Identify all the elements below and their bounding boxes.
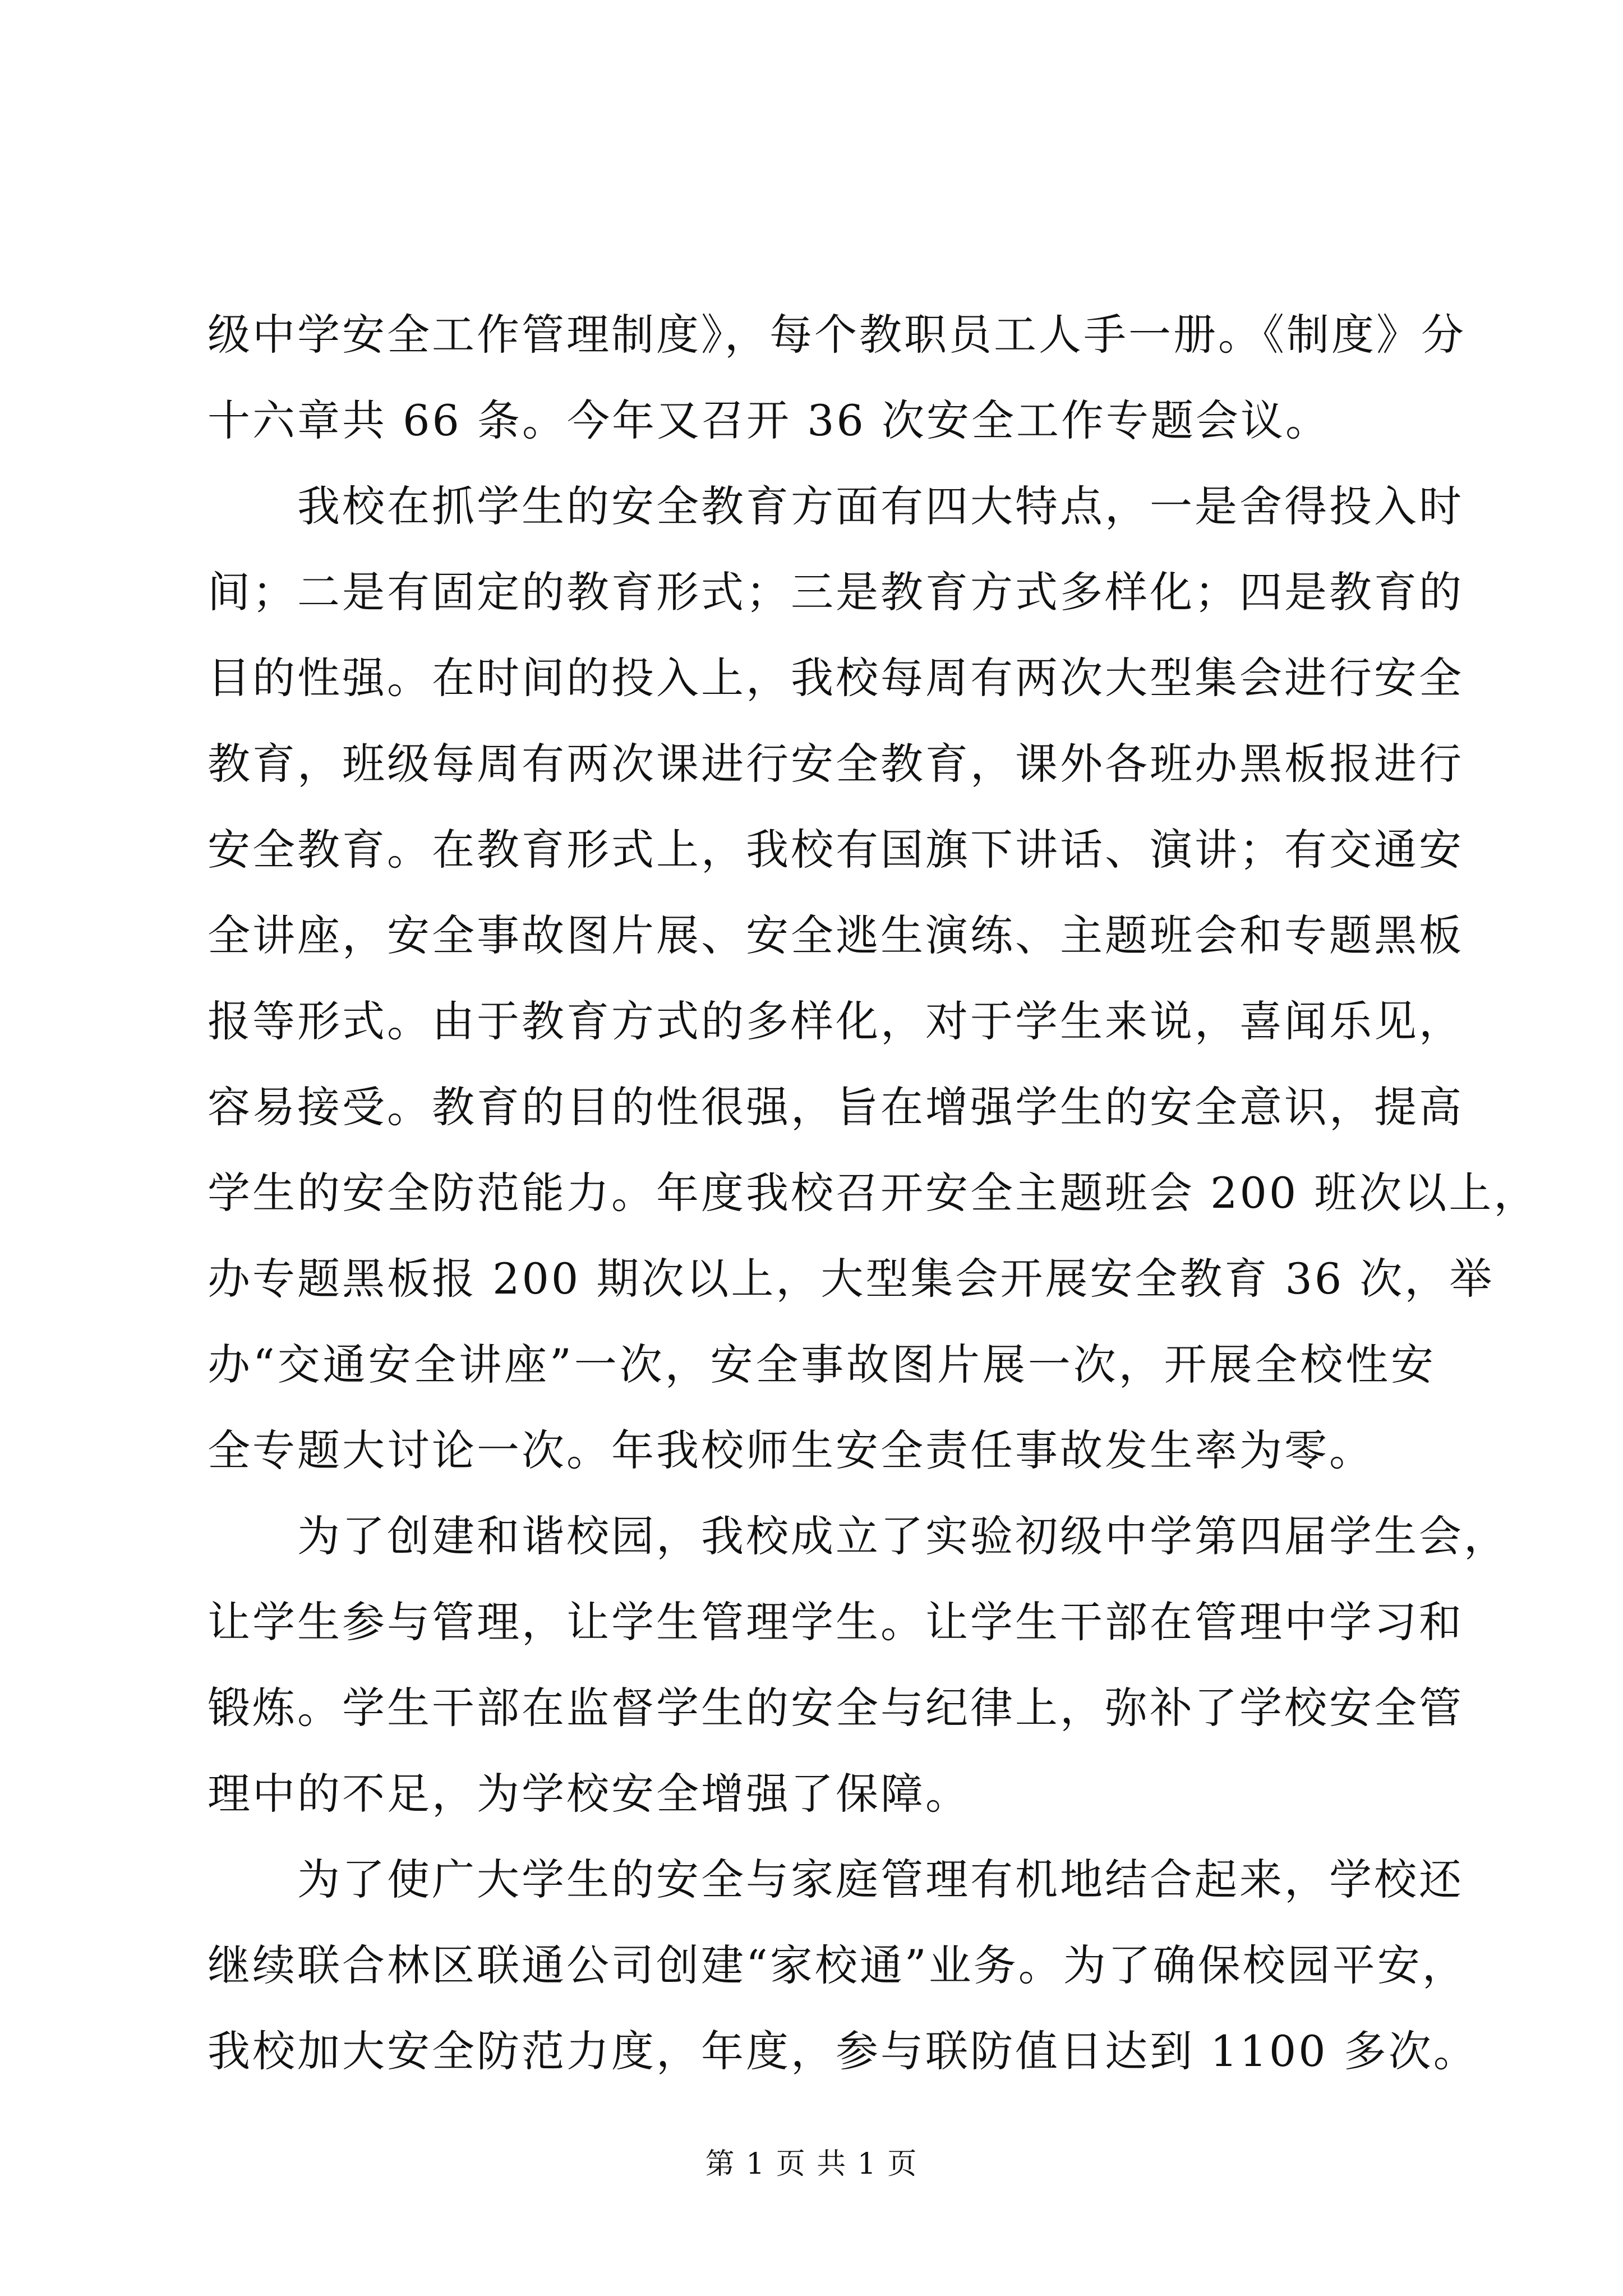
text-line: 全讲座，安全事故图片展、安全逃生演练、主题班会和专题黑板 — [208, 910, 1464, 960]
paragraph-2 — [208, 463, 1539, 1493]
text-line: 教育，班级每周有两次课进行安全教育，课外各班办黑板报进行 — [208, 739, 1464, 789]
text-line: 让学生参与管理，让学生管理学生。让学生干部在管理中学习和 — [208, 1597, 1464, 1647]
text-line: 目的性强。在时间的投入上，我校每周有两次大型集会进行安全 — [208, 653, 1464, 703]
text-line: 容易接受。教育的目的性很强，旨在增强学生的安全意识，提高 — [208, 1082, 1464, 1132]
text-line: 间；二是有固定的教育形式；三是教育方式多样化；四是教育的 — [208, 567, 1464, 617]
text-line: 锻炼。学生干部在监督学生的安全与纪律上，弥补了学校安全管 — [208, 1683, 1464, 1733]
text-line: 继续联合林区联通公司创建“家校通”业务。为了确保校园平安， — [208, 1940, 1467, 1990]
text-line: 理中的不足，为学校安全增强了保障。 — [208, 1769, 970, 1819]
page-number-label: 第 1 页 共 1 页 — [705, 2147, 918, 2181]
text-line: 报等形式。由于教育方式的多样化，对于学生来说，喜闻乐见， — [208, 996, 1464, 1046]
text-line: 级中学安全工作管理制度》，每个教职员工人手一册。《制度》分 — [208, 310, 1466, 360]
text-line: 十六章共 66 条。今年又召开 36 次安全工作专题会议。 — [208, 395, 1331, 445]
text-line: 安全教育。在教育形式上，我校有国旗下讲话、演讲；有交通安 — [208, 825, 1464, 875]
document-body — [208, 292, 1539, 2094]
text-line: 学生的安全防范能力。年度我校召开安全主题班会 200 班次以上， — [208, 1168, 1539, 1218]
text-line: 为了使广大学生的安全与家庭管理有机地结合起来，学校还 — [297, 1855, 1464, 1904]
text-line: 我校在抓学生的安全教育方面有四大特点，一是舍得投入时 — [297, 481, 1464, 531]
text-line: 办专题黑板报 200 期次以上，大型集会开展安全教育 36 次，举 — [208, 1254, 1495, 1304]
page-footer — [0, 2140, 1623, 2182]
text-line: 我校加大安全防范力度，年度，参与联防值日达到 1100 多次。 — [208, 2026, 1478, 2076]
paragraph-4 — [208, 1837, 1478, 2094]
paragraph-3 — [208, 1493, 1509, 1837]
text-line: 为了创建和谐校园，我校成立了实验初级中学第四届学生会， — [297, 1511, 1509, 1561]
paragraph-1 — [208, 292, 1466, 463]
text-line: 办“交通安全讲座”一次，安全事故图片展一次，开展全校性安 — [208, 1340, 1436, 1389]
text-line: 全专题大讨论一次。年我校师生安全责任事故发生率为零。 — [208, 1425, 1374, 1475]
